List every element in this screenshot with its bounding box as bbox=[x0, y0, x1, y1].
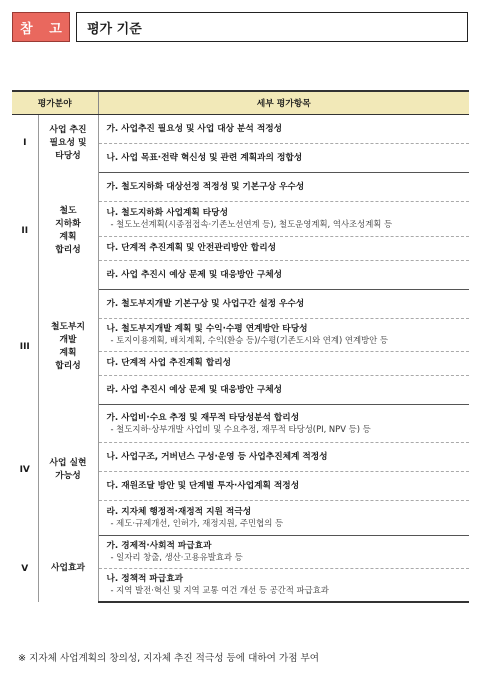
column-header-detail: 세부 평가항목 bbox=[98, 91, 469, 114]
criteria-title: 라. 지자체 행정적·재정적 지원 적극성 bbox=[106, 507, 252, 517]
criteria-item bbox=[98, 500, 469, 535]
area-number: II bbox=[12, 172, 38, 289]
table-row bbox=[12, 535, 469, 568]
criteria-item bbox=[98, 260, 469, 289]
criteria-item bbox=[98, 143, 469, 172]
criteria-title: 라. 사업 추진시 예상 문제 및 대응방안 구체성 bbox=[106, 384, 283, 395]
criteria-title: 나. 정책적 파급효과 bbox=[106, 574, 183, 585]
criteria-item bbox=[98, 471, 469, 500]
area-number: IV bbox=[12, 404, 38, 535]
criteria-title: 라. 사업 추진시 예상 문제 및 대응방안 구체성 bbox=[106, 269, 283, 280]
criteria-item bbox=[98, 114, 469, 143]
section-header bbox=[12, 12, 468, 42]
criteria-item bbox=[98, 289, 469, 318]
table-body bbox=[12, 114, 469, 602]
column-header-area: 평가분야 bbox=[12, 91, 98, 114]
footnote: ※ 지자체 사업계획의 창의성, 지자체 추진 적극성 등에 대하여 가점 부여 bbox=[18, 653, 320, 664]
criteria-item bbox=[98, 172, 469, 201]
table-row bbox=[12, 289, 469, 318]
area-name: 사업 실현 가능성 bbox=[38, 404, 98, 535]
criteria-title: 다. 단계적 추진계획 및 안전관리방안 합리성 bbox=[106, 243, 276, 253]
area-number: V bbox=[12, 535, 38, 602]
criteria-title: 가. 철도지하화 대상선정 적정성 및 기본구상 우수성 bbox=[106, 181, 305, 192]
criteria-title: 가. 사업추진 필요성 및 사업 대상 분석 적정성 bbox=[106, 123, 283, 134]
criteria-title: 다. 재원조달 방안 및 단계별 투자·사업계획 적정성 bbox=[106, 480, 300, 491]
criteria-item bbox=[98, 236, 469, 260]
criteria-title: 가. 사업비·수요 추정 및 재무적 타당성분석 합리성 bbox=[106, 412, 300, 423]
criteria-title: 다. 단계적 사업 추진계획 합리성 bbox=[106, 358, 231, 368]
criteria-item bbox=[98, 568, 469, 602]
reference-badge: 참 고 bbox=[12, 12, 70, 42]
criteria-item bbox=[98, 404, 469, 442]
criteria-detail: - 일자리 창출, 생산·고용유발효과 등 bbox=[110, 552, 243, 562]
table-row bbox=[12, 404, 469, 442]
area-name: 사업 추진 필요성 및 타당성 bbox=[38, 114, 98, 172]
criteria-item bbox=[98, 442, 469, 471]
area-name: 철도 지하화 계획 합리성 bbox=[38, 172, 98, 289]
criteria-title: 나. 사업 목표·전략 혁신성 및 관련 계획과의 정합성 bbox=[106, 152, 303, 163]
criteria-title: 나. 철도지하화 사업계획 타당성 bbox=[106, 208, 228, 218]
area-number: III bbox=[12, 289, 38, 404]
criteria-detail: - 제도·규제개선, 인허가, 재정지원, 주민협의 등 bbox=[110, 518, 284, 528]
criteria-title: 가. 철도부지개발 기본구상 및 사업구간 설정 우수성 bbox=[106, 298, 305, 309]
area-name: 철도부지 개발 계획 합리성 bbox=[38, 289, 98, 404]
criteria-detail: - 지역 발전·혁신 및 지역 교통 여건 개선 등 공간적 파급효과 bbox=[110, 585, 329, 596]
criteria-title: 나. 철도부지개발 계획 및 수익·수평 연계방안 타당성 bbox=[106, 324, 308, 334]
criteria-item bbox=[98, 318, 469, 351]
table-row bbox=[12, 114, 469, 143]
criteria-detail: - 철도노선계획(시종점접속·기존노선연계 등), 철도운영계획, 역사조성계획 등 bbox=[110, 219, 393, 229]
criteria-item bbox=[98, 375, 469, 404]
evaluation-criteria-table bbox=[12, 90, 469, 603]
criteria-detail: - 토지이용계획, 배치계획, 수익(환승 등)/수평(기존도시와 연계) 연계방안 등 bbox=[110, 335, 388, 345]
area-number: I bbox=[12, 114, 38, 172]
page-title: 평가 기준 bbox=[76, 12, 468, 42]
table-row bbox=[12, 172, 469, 201]
criteria-item bbox=[98, 351, 469, 375]
criteria-title: 가. 경제적·사회적 파급효과 bbox=[106, 541, 212, 551]
table-header-row bbox=[12, 91, 469, 114]
criteria-item bbox=[98, 535, 469, 568]
area-name: 사업효과 bbox=[38, 535, 98, 602]
criteria-detail: - 철도지하·상부개발 사업비 및 수요추정, 재무적 타당성(PI, NPV 등) 등 bbox=[110, 423, 371, 434]
criteria-item bbox=[98, 201, 469, 236]
criteria-title: 나. 사업구조, 거버넌스 구성·운영 등 사업추진체계 적정성 bbox=[106, 451, 328, 462]
